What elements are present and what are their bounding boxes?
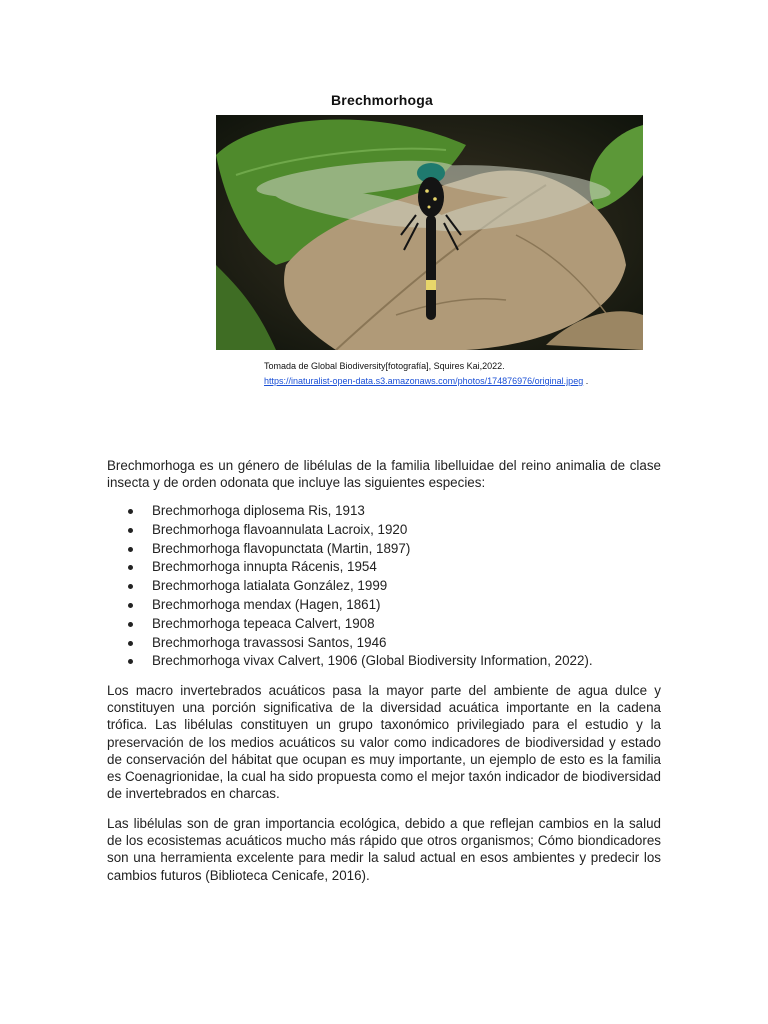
list-item — [128, 577, 668, 596]
species-name: Brechmorhoga diplosema Ris, 1913 — [152, 503, 365, 518]
bullet-icon — [128, 603, 133, 608]
list-item — [128, 634, 668, 653]
intro-paragraph: Brechmorhoga es un género de libélulas de la familia libelluidae del reino animalia de clase insecta y de orden odonata que incluye las siguientes especies: — [107, 458, 661, 491]
bullet-icon — [128, 547, 133, 552]
bullet-icon — [128, 509, 133, 514]
species-name: Brechmorhoga mendax (Hagen, 1861) — [152, 596, 381, 612]
bullet-icon — [128, 659, 133, 664]
list-item — [128, 540, 668, 559]
document-title: Brechmorhoga — [331, 92, 433, 108]
list-item — [128, 652, 668, 671]
species-name: Brechmorhoga vivax Calvert, 1906 (Global Biodiversity Information, 2022). — [152, 653, 593, 669]
bullet-icon — [128, 641, 133, 646]
bullet-icon — [128, 584, 133, 589]
species-name: Brechmorhoga flavoannulata Lacroix, 1920 — [152, 521, 408, 537]
caption-source: Tomada de Global Biodiversity[fotografía], Squires Kai,2022. — [264, 361, 505, 371]
list-item — [128, 596, 668, 615]
list-item — [128, 615, 668, 634]
species-list — [128, 502, 668, 671]
list-item — [128, 502, 668, 521]
macroinvertebrates-paragraph: Los macro invertebrados acuáticos pasa la mayor parte del ambiente de agua dulce y constituyen una porción significativa de la diversidad acuática importante en la cadena trófica. Las libélulas constituyen un grupo taxonómico privilegiado para el estudio y la preservación de los medios acuáticos su valor como indicadores de biodiversidad y estado de conservación del hábitat que ocupan es muy importante, un ejemplo de esto es la familia es Coenagrionidae, la cual ha sido propuesta como el mejor taxón indicador de biodiversidad de invertebrados en charcas. — [107, 683, 661, 802]
dragonfly-illustration — [216, 115, 643, 350]
species-name: Brechmorhoga innupta Rácenis, 1954 — [152, 559, 377, 575]
species-name: Brechmorhoga latialata González, 1999 — [152, 578, 388, 594]
bullet-icon — [128, 622, 133, 627]
species-name: Brechmorhoga flavopunctata (Martin, 1897) — [152, 540, 411, 556]
species-name: Brechmorhoga tepeaca Calvert, 1908 — [152, 615, 375, 631]
bullet-icon — [128, 528, 133, 533]
caption-link-suffix: . — [583, 376, 589, 386]
importance-paragraph: Las libélulas son de gran importancia ecológica, debido a que reflejan cambios en la salud de los ecosistemas acuáticos mucho más rápido que otros organismos; Cómo biondicadores son una herramienta excelente para medir la salud actual en esos ambientes y predecir los cambios futuros (Biblioteca Cenicafe, 2016). — [107, 816, 661, 883]
list-item — [128, 558, 668, 577]
bullet-icon — [128, 565, 133, 570]
list-item — [128, 521, 668, 540]
image-caption — [264, 359, 588, 389]
dragonfly-photo — [216, 115, 643, 350]
caption-link[interactable]: https://inaturalist-open-data.s3.amazonaws.com/photos/174876976/original.jpeg — [264, 376, 584, 386]
species-name: Brechmorhoga travassosi Santos, 1946 — [152, 634, 387, 650]
caption-link-line — [264, 374, 588, 389]
